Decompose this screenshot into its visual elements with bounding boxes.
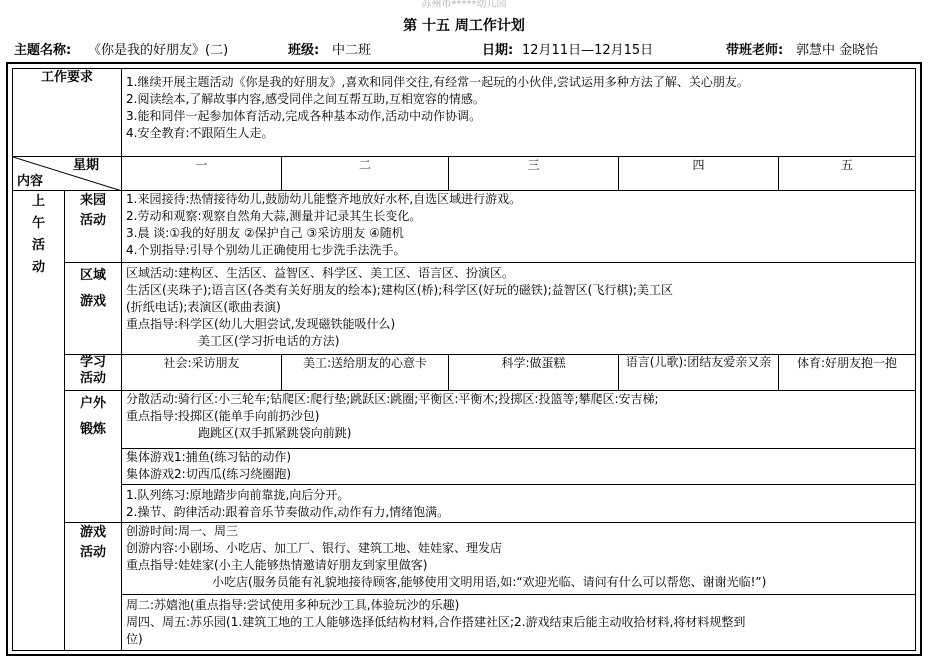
day-wednesday: 三 [449, 157, 619, 191]
school-name: 苏州市*****幼儿园 [421, 0, 507, 10]
theme-label: 主题名称: [14, 43, 72, 58]
weekday-header-row [13, 157, 916, 191]
requirements-row [13, 69, 916, 157]
requirement-item: 4.安全教育:不跟陌生人走。 [126, 126, 274, 140]
teacher-value: 郭慧中 金晓怡 [796, 43, 879, 58]
area-item: (折纸电话);表演区(歌曲表演) [126, 300, 281, 314]
plan-table [12, 68, 916, 651]
study-friday: 体育:好朋友抱一抱 [779, 355, 916, 391]
morning-label-text: 上午活动 [31, 194, 45, 275]
play-item: 周二:苏嬉池(重点指导:尝试使用多种玩沙工具,体验玩沙的乐趣) [126, 598, 460, 612]
day-thursday: 四 [619, 157, 779, 191]
study-wednesday: 科学:做蛋糕 [449, 355, 619, 391]
study-label-text: 学习活动 [79, 355, 106, 386]
arrival-item: 3.晨 谈:①我的好朋友 ②保护自己 ③采访朋友 ④随机 [126, 226, 404, 240]
outdoor-item: 跑跳区(双手抓紧跳袋向前跳) [198, 426, 352, 440]
outdoor-item: 重点指导:投掷区(能单手向前扔沙包) [126, 409, 320, 423]
outdoor-label [65, 391, 122, 523]
play-outdoor-parks [122, 595, 916, 651]
arrival-item: 1.来园接待:热情接待幼儿,鼓励幼儿能整齐地放好水杯,自选区域进行游戏。 [126, 192, 522, 206]
weekday-content-corner [13, 157, 122, 191]
date-label: 日期: [482, 43, 514, 58]
day-friday: 五 [779, 157, 916, 191]
arrival-label [65, 191, 122, 263]
play-row-2 [13, 595, 916, 651]
outdoor-row-2 [13, 449, 916, 485]
play-item: 位) [126, 632, 143, 646]
date-value: 12月11日—12月15日 [522, 43, 654, 58]
outdoor-item: 分散活动:骑行区:小三轮车;钻爬区:爬行垫;跳跃区:跳圈;平衡区:平衡木;投掷区:投篮等;攀爬区:安吉梯; [126, 392, 659, 406]
weekday-label: 星期 [73, 158, 100, 173]
requirement-item: 1.继续开展主题活动《你是我的好朋友》,喜欢和同伴交往,有经常一起玩的小伙伴,尝试运用多种方法了解、关心朋友。 [126, 75, 749, 89]
outdoor-item: 集体游戏2:切西瓜(练习绕圈跑) [126, 467, 292, 481]
outdoor-drills [122, 485, 916, 523]
outdoor-scatter [122, 391, 916, 449]
arrival-item: 2.劳动和观察:观察自然角大蒜,测量并记录其生长变化。 [126, 209, 422, 223]
play-item: 创游内容:小剧场、小吃店、加工厂、银行、建筑工地、娃娃家、理发店 [126, 541, 503, 555]
study-monday: 社会:采访朋友 [122, 355, 282, 391]
day-tuesday: 二 [282, 157, 449, 191]
requirements-content [122, 69, 916, 157]
teacher-label: 带班老师: [726, 43, 784, 58]
arrival-label-text: 来园活动 [79, 193, 106, 228]
arrival-row [13, 191, 916, 263]
day-monday: 一 [122, 157, 282, 191]
plan-sheet [6, 62, 922, 656]
outdoor-row-3 [13, 485, 916, 523]
class-label: 班级: [288, 43, 320, 58]
outdoor-group-games [122, 449, 916, 485]
outdoor-item: 集体游戏1:捕鱼(练习钻的动作) [126, 450, 292, 464]
theme-value: 《你是我的好朋友》(二) [88, 43, 229, 58]
arrival-content [122, 191, 916, 263]
requirements-label: 工作要求 [13, 69, 122, 157]
outdoor-item: 1.队列练习:原地踏步向前靠拢,向后分开。 [126, 488, 350, 502]
study-row [13, 355, 916, 391]
class-value: 中二班 [332, 43, 372, 58]
plan-meta [0, 42, 928, 60]
play-item: 小吃店(服务员能有礼貌地接待顾客,能够使用文明用语,如:“欢迎光临、请问有什么可以帮您、谢谢光临!”) [212, 575, 767, 589]
area-content [122, 263, 916, 355]
content-label: 内容 [17, 174, 44, 189]
play-item: 重点指导:娃娃家(小主人能够热情邀请好朋友到家里做客) [126, 558, 428, 572]
morning-label [13, 191, 65, 651]
area-item: 重点指导:科学区(幼儿大胆尝试,发现磁铁能吸什么) [126, 317, 396, 331]
play-row-1 [13, 523, 916, 595]
study-thursday: 语言(儿歌):团结友爱亲又亲 [619, 355, 779, 391]
outdoor-row-1 [13, 391, 916, 449]
play-label [65, 523, 122, 651]
play-item: 周四、周五:苏乐园(1.建筑工地的工人能够选择低结构材料,合作搭建社区;2.游戏结束后能主动收拾材料,将材料规整到 [126, 615, 746, 629]
outdoor-label-text: 户外锻炼 [79, 396, 106, 437]
outdoor-item: 2.操节、韵律活动:跟着音乐节奏做动作,动作有力,情绪饱满。 [126, 505, 450, 519]
area-item: 美工区(学习折电话的方法) [198, 334, 340, 348]
requirement-item: 2.阅读绘本,了解故事内容,感受同伴之间互帮互助,互相宽容的情感。 [126, 92, 485, 106]
area-item: 区域活动:建构区、生活区、益智区、科学区、美工区、语言区、扮演区。 [126, 266, 515, 280]
area-item: 生活区(夹珠子);语言区(各类有关好朋友的绘本);建构区(桥);科学区(好玩的磁铁);益智区(飞行棋);美工区 [126, 283, 674, 297]
requirement-item: 3.能和同伴一起参加体育活动,完成各种基本动作,活动中动作协调。 [126, 109, 482, 123]
play-creative [122, 523, 916, 595]
area-label [65, 263, 122, 355]
study-label [65, 355, 122, 391]
play-label-text: 游戏活动 [79, 525, 106, 560]
play-item: 创游时间:周一、周三 [126, 524, 239, 538]
area-row [13, 263, 916, 355]
arrival-item: 4.个别指导:引导个别幼儿正确使用七步洗手法洗手。 [126, 243, 406, 257]
study-tuesday: 美工:送给朋友的心意卡 [282, 355, 449, 391]
page-title: 第 十五 周工作计划 [403, 18, 525, 34]
area-label-text: 区域游戏 [79, 268, 106, 309]
